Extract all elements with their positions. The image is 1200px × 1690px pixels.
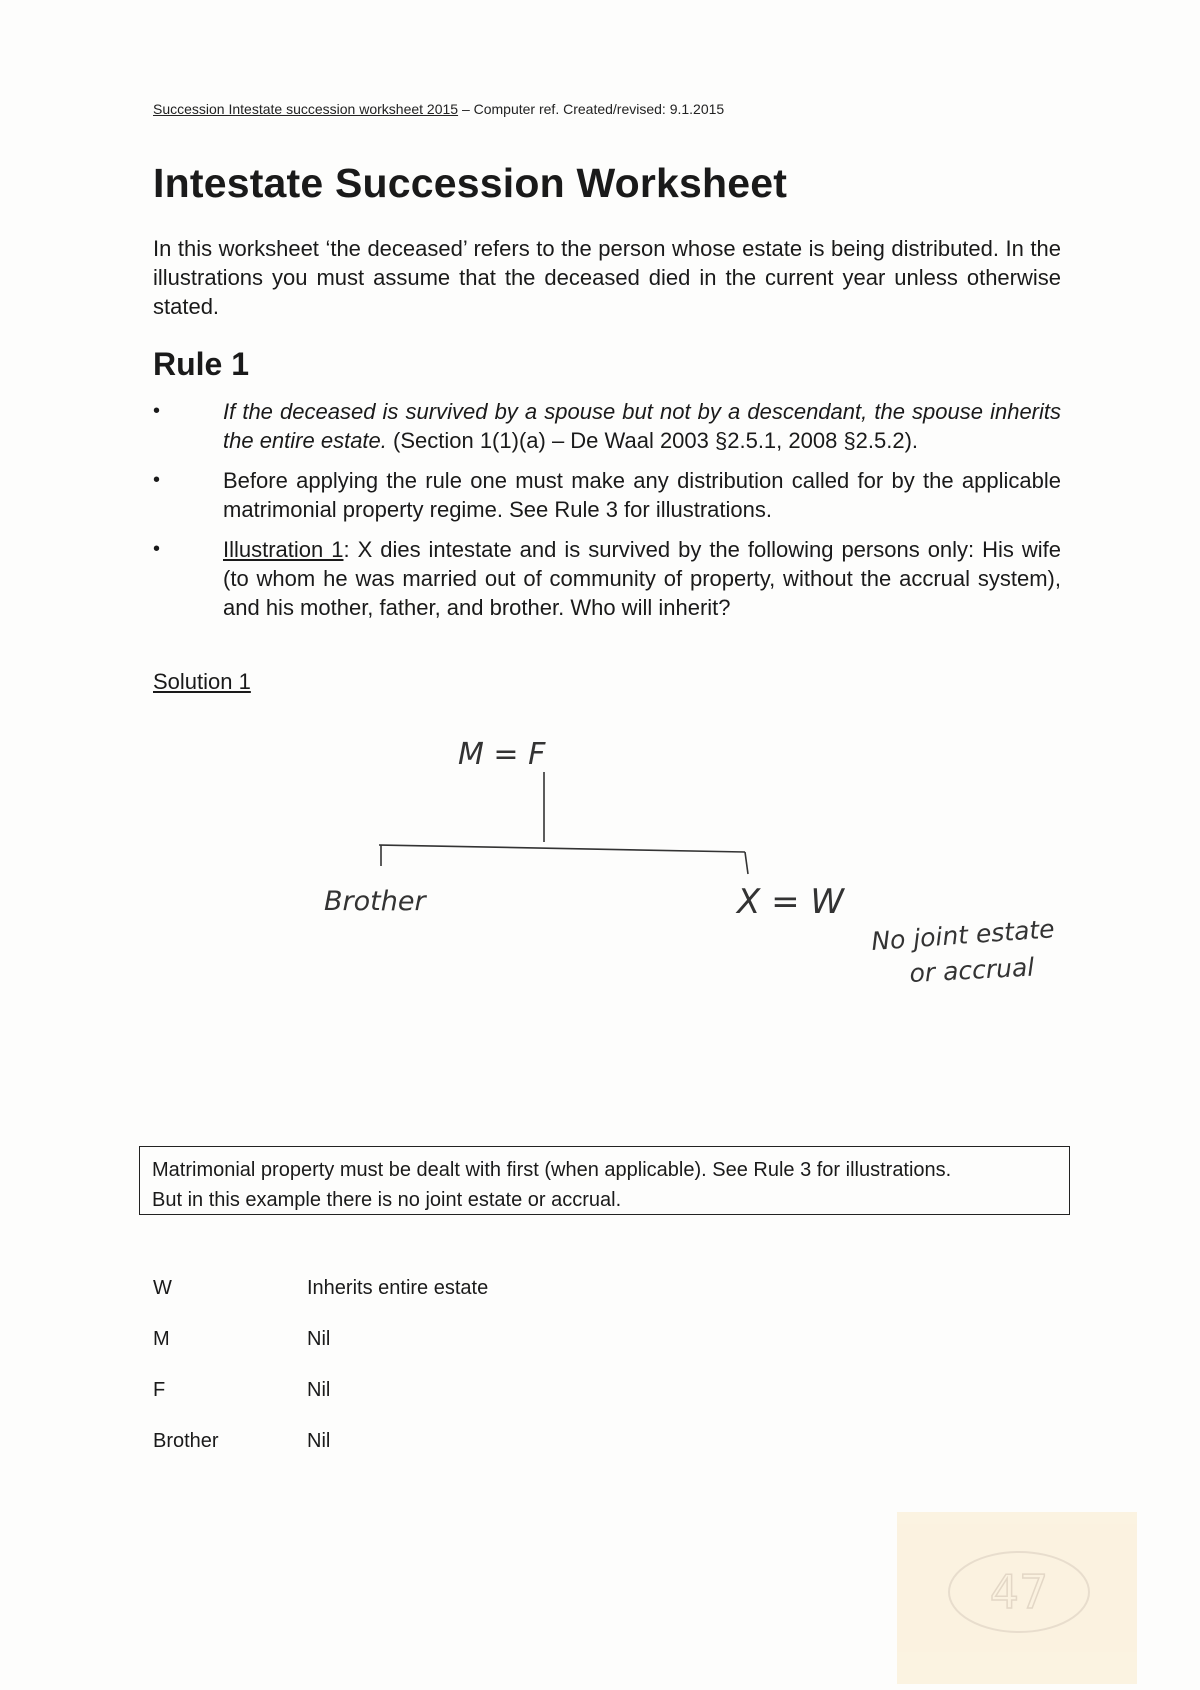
heir-share: Inherits entire estate [307, 1277, 489, 1299]
distribution-table [153, 1277, 488, 1481]
rule-heading: Rule 1 [153, 346, 250, 382]
circled-page-number-icon [897, 1512, 1137, 1684]
brother-label: Brother [324, 886, 426, 917]
matrimonial-property-note-box [139, 1146, 1070, 1215]
heir-name: M [153, 1328, 170, 1350]
table-row [153, 1430, 488, 1481]
rule-precondition-item [153, 466, 1061, 524]
table-row [153, 1328, 488, 1379]
x-tick-line [745, 852, 748, 874]
handwritten-note-line2: or accrual [908, 952, 1035, 988]
rule-bullet-list [153, 397, 1061, 622]
doc-reference-meta: – Computer ref. Created/revised: 9.1.2015 [458, 101, 725, 117]
table-row [153, 1379, 488, 1430]
table-row [153, 1277, 488, 1328]
heir-name: F [153, 1379, 166, 1401]
page-title: Intestate Succession Worksheet [153, 160, 788, 206]
illustration-item [153, 535, 1061, 622]
doc-reference-title: Succession Intestate succession worksheet 2015 [153, 101, 459, 117]
rule-statement: If the deceased is survived by a spouse but not by a descendant, the spouse inherits the entire estate. [223, 399, 1061, 453]
couple-label: X = W [737, 882, 845, 922]
heir-share: Nil [307, 1328, 331, 1350]
heir-name: Brother [153, 1430, 219, 1452]
page-number-sticker [897, 1512, 1137, 1684]
heir-name: W [153, 1277, 172, 1299]
rule-statement-item [153, 397, 1061, 455]
bullet-icon: • [153, 538, 161, 560]
illustration-text: : X dies intestate and is survived by the following persons only: His wife (to whom he was married out of community of property, without the accrual system), and his mother, father, and brother. Who will inherit? [223, 537, 1061, 620]
sibling-bar-line [379, 845, 745, 852]
document-reference-header [153, 101, 724, 117]
rule-citation: (Section 1(1)(a) – De Waal 2003 §2.5.1, 2008 §2.5.2). [386, 428, 919, 453]
page-number-stamp: 47 [989, 1565, 1049, 1619]
bullet-icon: • [153, 469, 161, 491]
solution-label: Solution 1 [153, 669, 251, 694]
bullet-icon: • [153, 400, 161, 422]
heir-share: Nil [307, 1379, 331, 1401]
illustration-label: Illustration 1 [223, 537, 344, 562]
rule-precondition: Before applying the rule one must make any distribution called for by the applicable matrimonial property regime. See Rule 3 for illustrations. [223, 468, 1061, 522]
note-line-1: Matrimonial property must be dealt with first (when applicable). See Rule 3 for illustrations. [152, 1159, 952, 1181]
parents-label: M = F [458, 737, 546, 772]
handwritten-note-line1: No joint estate [870, 914, 1056, 956]
heir-share: Nil [307, 1430, 331, 1452]
note-line-2: But in this example there is no joint estate or accrual. [152, 1189, 622, 1211]
intro-paragraph: In this worksheet ‘the deceased’ refers to the person whose estate is being distributed. In the illustrations you must assume that the deceased died in the current year unless otherwise stated. [153, 236, 1061, 319]
